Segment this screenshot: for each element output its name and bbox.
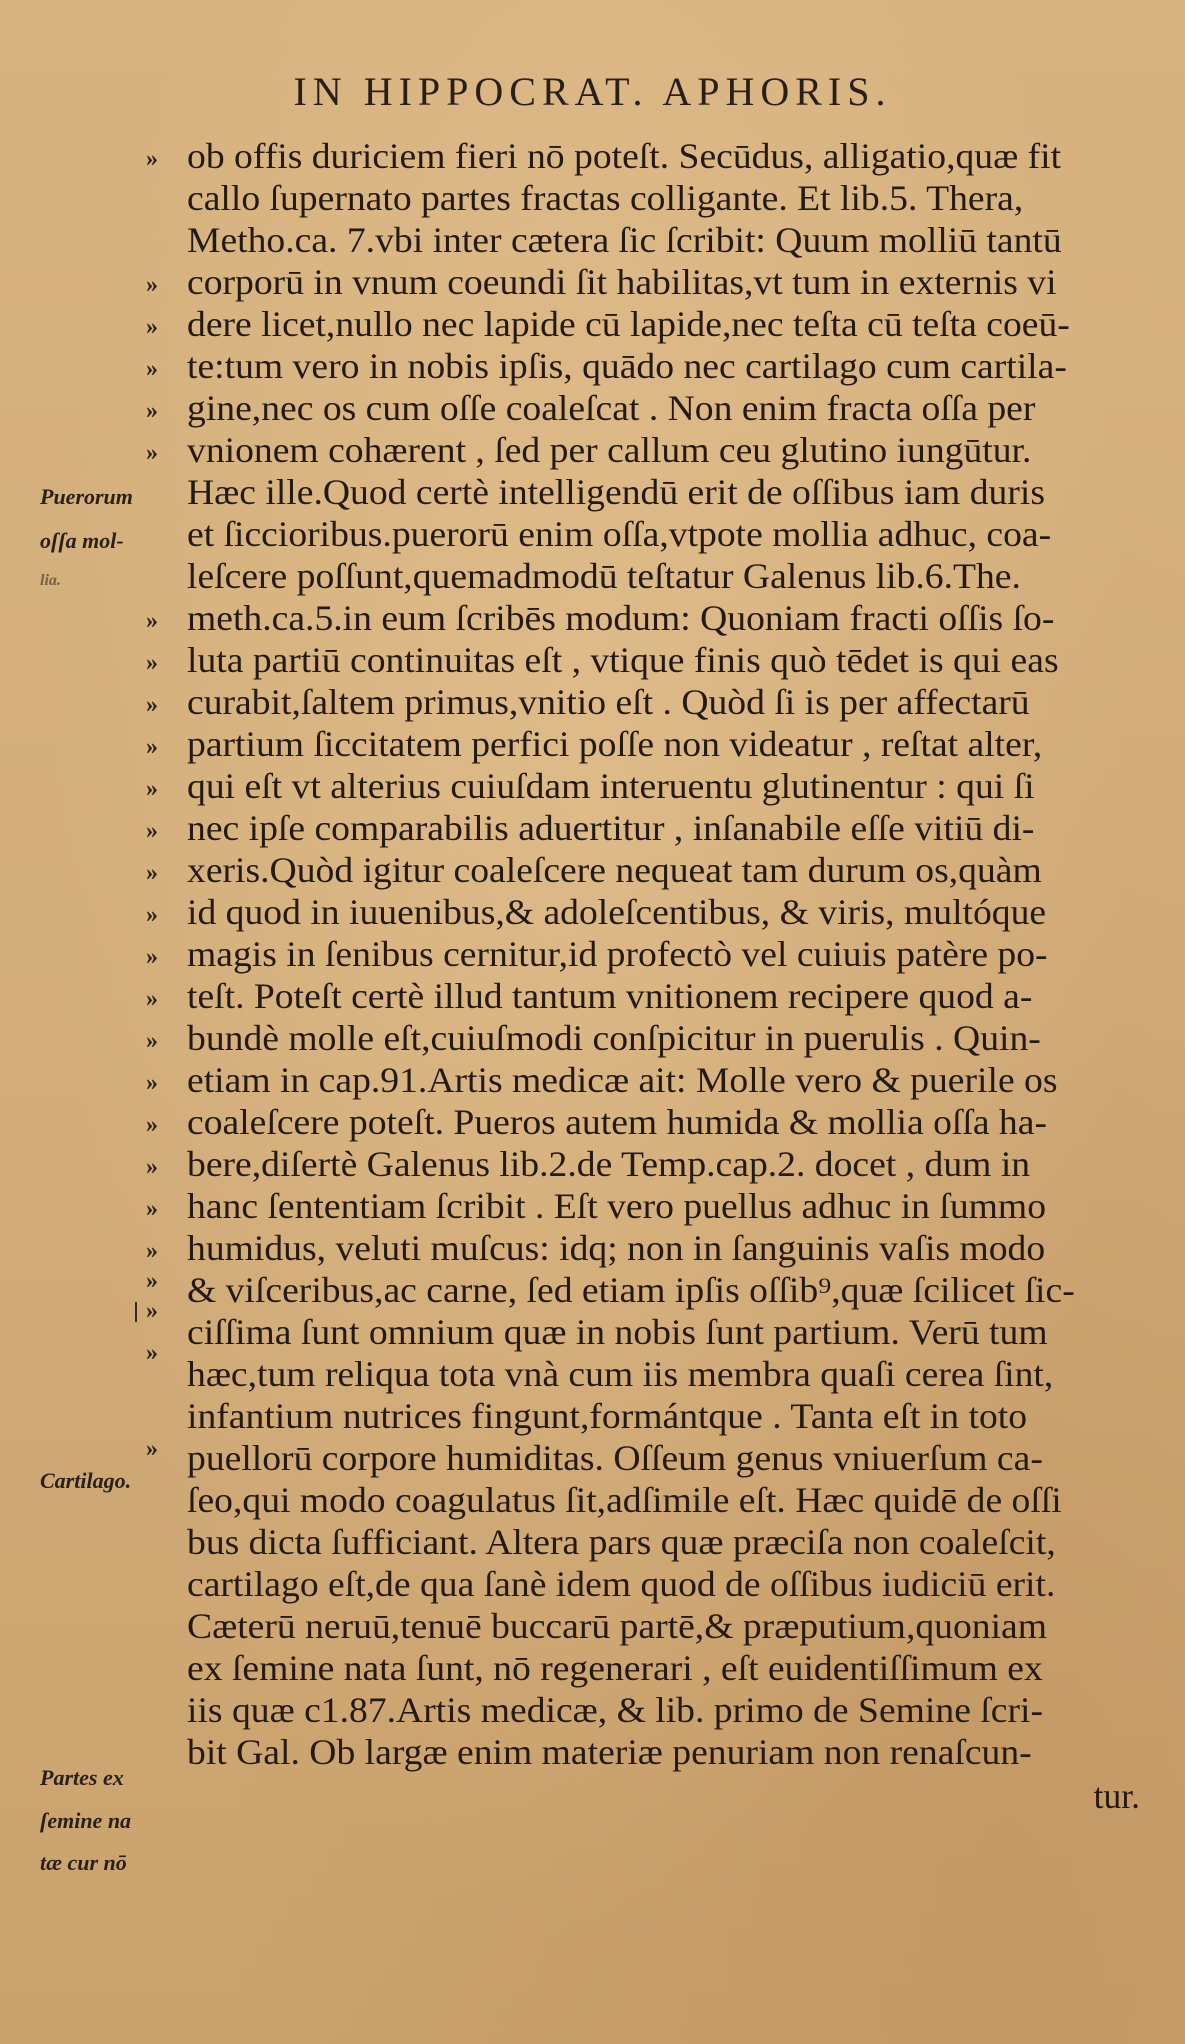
catchword: tur.	[1093, 1776, 1140, 1816]
text-line: partium ſiccitatem perfici poſſe non videatur , reſtat alter,	[187, 724, 1043, 764]
margin-note: lia.	[40, 572, 61, 589]
text-line: humidus, veluti muſcus: idq; non in ſanguinis vaſis modo	[187, 1228, 1046, 1268]
quote-mark: »	[146, 692, 156, 718]
text-line: Metho.ca. 7.vbi inter cætera ſic ſcribit: Quum molliū tantū	[187, 220, 1062, 260]
quote-mark: »	[146, 902, 156, 928]
text-line: Hæc ille.Quod certè intelligendū erit de oſſibus iam duris	[187, 472, 1045, 512]
text-line: gine,nec os cum oſſe coaleſcat . Non enim fracta oſſa per	[187, 388, 1036, 428]
quote-mark: »	[146, 1112, 156, 1138]
quote-mark: »	[146, 986, 156, 1012]
quote-mark: »	[146, 818, 156, 844]
quote-mark: »	[146, 860, 156, 886]
quote-mark: »	[146, 734, 156, 760]
text-line: & viſceribus,ac carne, ſed etiam ipſis oſſib⁹,quæ ſcilicet ſic-	[187, 1270, 1075, 1310]
quote-mark: »	[146, 398, 156, 424]
quote-mark: »	[146, 608, 156, 634]
text-line: cartilago eſt,de qua ſanè idem quod de oſſibus iudiciū erit.	[187, 1564, 1056, 1604]
margin-note: Cartilago.	[40, 1468, 132, 1493]
text-line: dere licet,nullo nec lapide cū lapide,nec teſta cū teſta coeū-	[187, 304, 1070, 344]
text-line: luta partiū continuitas eſt , vtique finis quò tēdet is qui eas	[187, 640, 1059, 680]
text-line: hæc,tum reliqua tota vnà cum iis membra quaſi cerea ſint,	[187, 1354, 1054, 1394]
text-line: bere,diſertè Galenus lib.2.de Temp.cap.2. docet , dum in	[187, 1144, 1031, 1184]
text-line: puellorū corpore humiditas. Oſſeum genus vniuerſum ca-	[187, 1438, 1043, 1478]
quote-mark: »	[146, 272, 156, 298]
text-line: bus dicta ſufficiant. Altera pars quæ præciſa non coaleſcit,	[187, 1522, 1056, 1562]
quote-mark: »	[146, 776, 156, 802]
margin-note: Puerorum	[40, 484, 133, 509]
quote-mark: »	[146, 146, 156, 172]
quote-mark: »	[146, 1238, 156, 1264]
quote-mark: »	[146, 1436, 156, 1462]
quote-mark: »	[146, 1196, 156, 1222]
text-line: ciſſima ſunt omnium quæ in nobis ſunt partium. Verū tum	[187, 1312, 1048, 1352]
text-line: etiam in cap.91.Artis medicæ ait: Molle vero & puerile os	[187, 1060, 1058, 1100]
text-line: vnionem cohærent , ſed per callum ceu glutino iungūtur.	[187, 430, 1032, 470]
margin-note: ſemine na	[40, 1808, 132, 1833]
text-line: meth.ca.5.in eum ſcribēs modum: Quoniam fracti oſſis ſo-	[187, 598, 1055, 638]
quote-mark: »	[146, 356, 156, 382]
text-line: ob offis duriciem fieri nō poteſt. Secūdus, alligatio,quæ fit	[187, 136, 1062, 176]
text-line: id quod in iuuenibus,& adoleſcentibus, & viris, multóque	[187, 892, 1047, 932]
text-line: iis quæ c1.87.Artis medicæ, & lib. primo de Semine ſcri-	[187, 1690, 1043, 1730]
margin-note: oſſa mol-	[40, 528, 124, 553]
stray-mark	[135, 1302, 137, 1322]
text-line: magis in ſenibus cernitur,id profectò vel cuiuis patère po-	[187, 934, 1048, 974]
text-line: curabit,ſaltem primus,vnitio eſt . Quòd ſi is per affectarū	[187, 682, 1030, 722]
quote-mark: »	[146, 650, 156, 676]
running-head: IN HIPPOCRAT. APHORIS.	[293, 69, 892, 114]
quote-mark: »	[146, 1070, 156, 1096]
text-line: bundè molle eſt,cuiuſmodi conſpicitur in puerulis . Quin-	[187, 1018, 1041, 1058]
text-line: teſt. Poteſt certè illud tantum vnitionem recipere quod a-	[187, 976, 1033, 1016]
quote-mark: »	[146, 440, 156, 466]
margin-note: Partes ex	[40, 1765, 124, 1790]
text-line: bit Gal. Ob largæ enim materiæ penuriam non renaſcun-	[187, 1732, 1032, 1772]
margin-note: tæ cur nō	[40, 1850, 127, 1875]
quote-mark: »	[146, 1340, 156, 1366]
text-line: callo ſupernato partes fractas colligante. Et lib.5. Thera,	[187, 178, 1024, 218]
text-line: ex ſemine nata ſunt, nō regenerari , eſt euidentiſſimum ex	[187, 1648, 1043, 1688]
quote-mark: »	[146, 1298, 156, 1324]
text-line: hanc ſententiam ſcribit . Eſt vero puellus adhuc in ſummo	[187, 1186, 1047, 1226]
quote-mark: »	[146, 1028, 156, 1054]
quote-mark: »	[146, 1154, 156, 1180]
text-line: et ſiccioribus.puerorū enim oſſa,vtpote mollia adhuc, coa-	[187, 514, 1052, 554]
text-line: qui eſt vt alterius cuiuſdam interuentu glutinentur : qui ſi	[187, 766, 1035, 806]
text-line: coaleſcere poteſt. Pueros autem humida & mollia oſſa ha-	[187, 1102, 1047, 1142]
text-line: leſcere poſſunt,quemadmodū teſtatur Galenus lib.6.The.	[187, 556, 1021, 596]
text-line: ſeo,qui modo coagulatus ſit,adſimile eſt. Hæc quidē de oſſi	[187, 1480, 1062, 1520]
text-line: Cæterū neruū,tenuē buccarū partē,& præputium,quoniam	[187, 1606, 1048, 1646]
quote-mark: »	[146, 1268, 156, 1294]
text-line: xeris.Quòd igitur coaleſcere nequeat tam durum os,quàm	[187, 850, 1042, 890]
quote-mark: »	[146, 314, 156, 340]
text-line: te:tum vero in nobis ipſis, quādo nec cartilago cum cartila-	[187, 346, 1067, 386]
text-line: nec ipſe comparabilis aduertitur , inſanabile eſſe vitiū di-	[187, 808, 1035, 848]
text-line: corporū in vnum coeundi ſit habilitas,vt tum in externis vi	[187, 262, 1057, 302]
text-line: infantium nutrices fingunt,formántque . Tanta eſt in toto	[187, 1396, 1028, 1436]
quote-mark: »	[146, 944, 156, 970]
